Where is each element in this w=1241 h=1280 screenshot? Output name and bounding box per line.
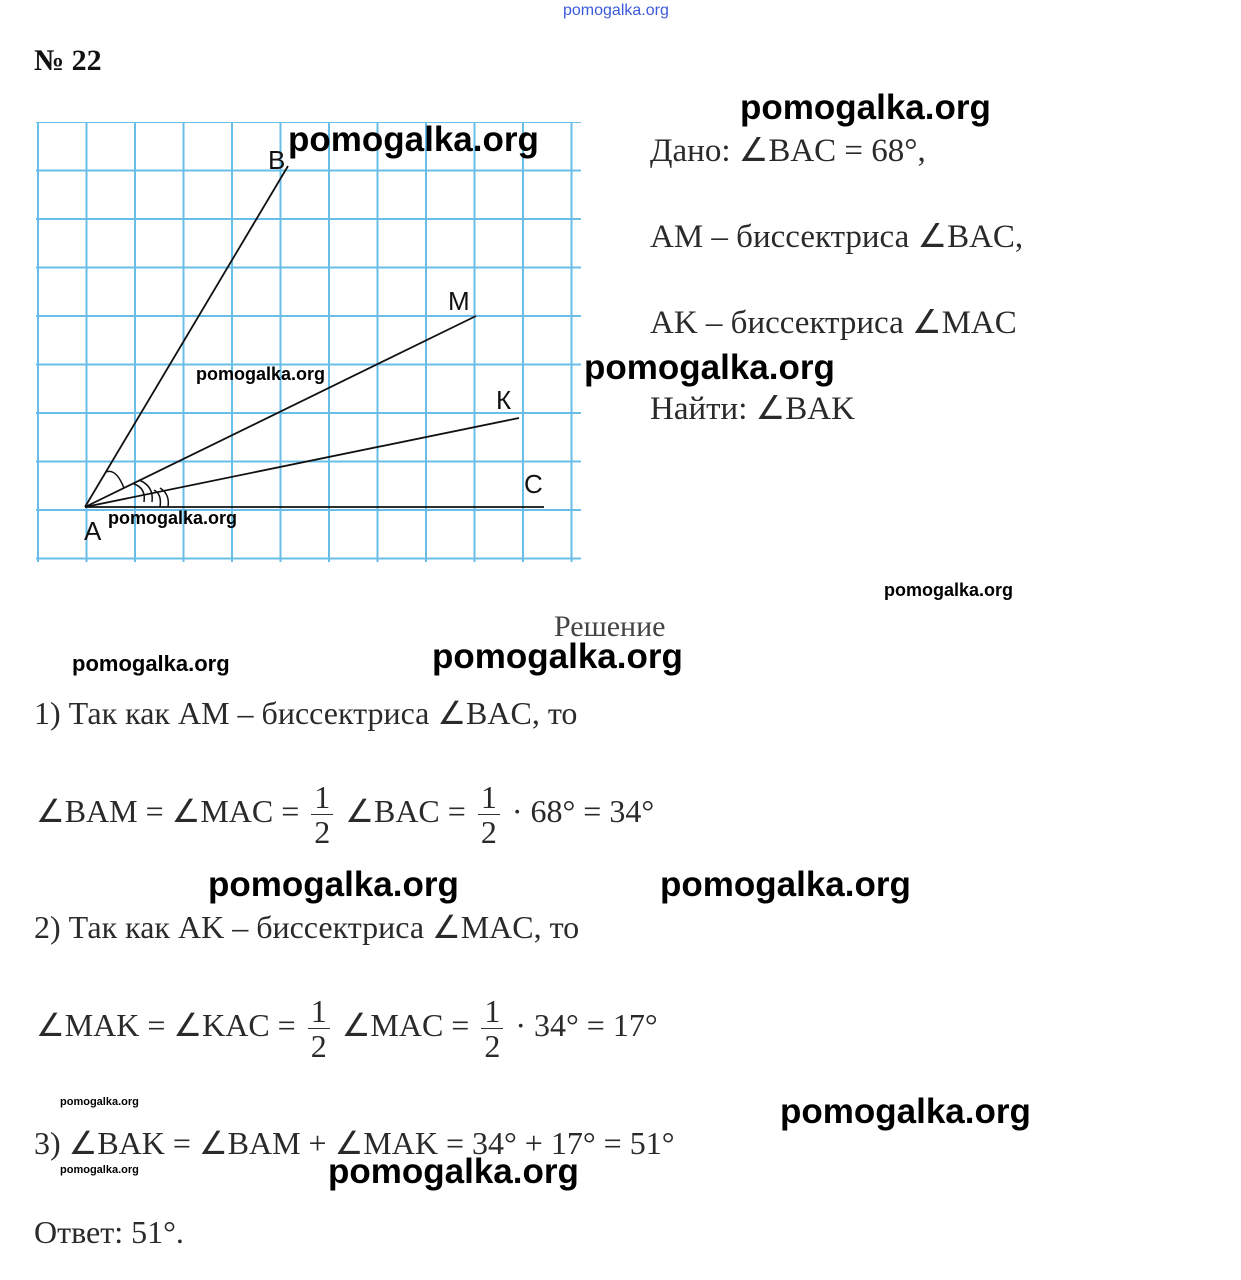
step2-equation — [36, 994, 658, 1063]
ray-ab — [85, 166, 288, 507]
watermark: pomogalka.org — [108, 508, 238, 528]
grid — [36, 122, 581, 562]
label-c: C — [524, 469, 543, 499]
watermark: pomogalka.org — [288, 120, 539, 159]
watermark: pomogalka.org — [432, 637, 683, 676]
label-k: К — [496, 385, 512, 415]
geometry-figure — [36, 122, 581, 562]
frac-denominator: 2 — [314, 814, 331, 850]
step1-eq-part-c: · 68° = 34° — [511, 792, 655, 829]
frac-numerator: 1 — [308, 994, 330, 1029]
given-line-3: AK – биссектриса ∠MAC — [650, 305, 1017, 341]
arc-bam — [106, 471, 124, 488]
step2-eq-part-a: ∠MAK = ∠KAC = — [36, 1006, 296, 1043]
step1-equation — [36, 780, 654, 849]
fraction-half — [478, 780, 500, 849]
frac-denominator: 2 — [310, 1028, 327, 1064]
solution-heading: Решение — [554, 610, 666, 643]
problem-number: № 22 — [34, 44, 102, 77]
watermark: pomogalka.org — [584, 348, 835, 387]
given-line-1: Дано: ∠BAC = 68°, — [650, 133, 926, 169]
fraction-half — [308, 994, 330, 1063]
label-a: A — [84, 516, 102, 546]
frac-numerator: 1 — [311, 780, 333, 815]
watermark: pomogalka.org — [196, 364, 326, 384]
frac-numerator: 1 — [478, 780, 500, 815]
step1-text: 1) Так как AM – биссектриса ∠BAC, то — [34, 695, 578, 731]
watermark: pomogalka.org — [328, 1152, 579, 1191]
label-m: M — [448, 286, 470, 316]
step3-text: 3) ∠BAK = ∠BAM + ∠MAK = 34° + 17° = 51° — [34, 1125, 675, 1161]
frac-denominator: 2 — [480, 814, 497, 850]
answer: Ответ: 51°. — [34, 1214, 184, 1250]
given-line-2: AM – биссектриса ∠BAC, — [650, 219, 1024, 255]
fraction-half — [311, 780, 333, 849]
frac-numerator: 1 — [481, 994, 503, 1029]
watermark-top: pomogalka.org — [563, 2, 669, 19]
watermark: pomogalka.org — [60, 1096, 139, 1108]
find-line: Найти: ∠BAK — [650, 391, 855, 427]
step2-eq-part-b: ∠MAC = — [341, 1006, 470, 1043]
watermark: pomogalka.org — [208, 865, 459, 904]
label-b: B — [268, 145, 286, 175]
watermark: pomogalka.org — [740, 88, 991, 127]
watermark: pomogalka.org — [60, 1164, 139, 1176]
frac-denominator: 2 — [484, 1028, 501, 1064]
watermark: pomogalka.org — [780, 1092, 1031, 1131]
step2-eq-part-c: · 34° = 17° — [515, 1006, 658, 1043]
watermark: pomogalka.org — [884, 580, 1014, 600]
step1-eq-part-a: ∠BAM = ∠MAC = — [36, 792, 300, 829]
watermark: pomogalka.org — [72, 651, 230, 676]
fraction-half — [481, 994, 503, 1063]
step2-text: 2) Так как AK – биссектриса ∠MAC, то — [34, 909, 580, 945]
arc-mak-2 — [139, 480, 152, 502]
step1-eq-part-b: ∠BAC = — [345, 792, 466, 829]
watermark: pomogalka.org — [660, 865, 911, 904]
